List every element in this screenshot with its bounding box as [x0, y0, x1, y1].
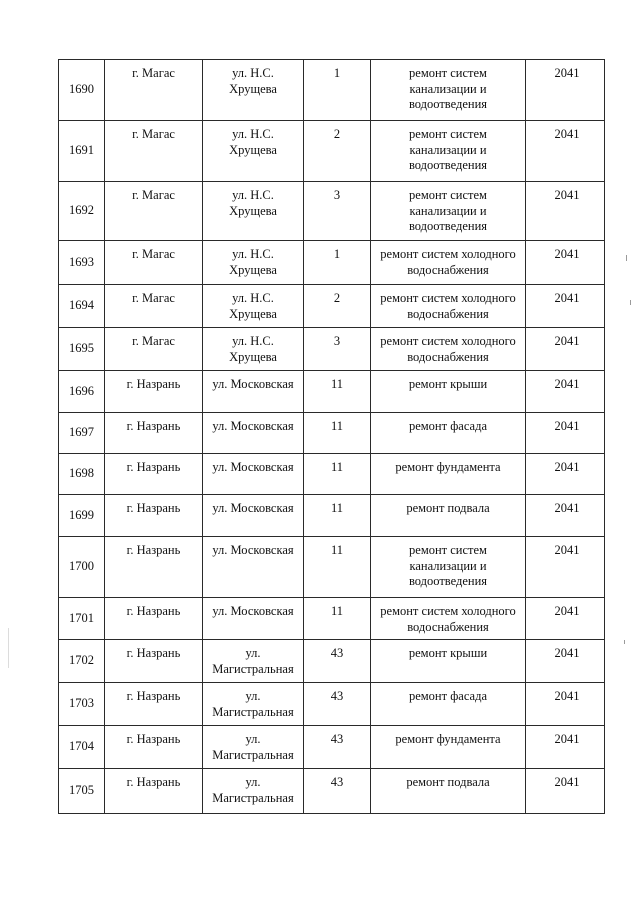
work-type-cell: ремонт систем канализации и водоотведения [371, 182, 526, 241]
year-cell: 2041 [526, 413, 605, 454]
work-type-cell: ремонт фундамента [371, 726, 526, 769]
street-cell: ул. Московская [203, 413, 304, 454]
house-cell: 3 [304, 182, 371, 241]
row-number-cell: 1691 [59, 121, 105, 182]
row-number-cell: 1693 [59, 241, 105, 285]
table-row [59, 537, 605, 598]
table-row [59, 726, 605, 769]
city-cell: г. Магас [105, 60, 203, 121]
table-row [59, 598, 605, 640]
work-type-cell: ремонт систем холодного водоснабжения [371, 285, 526, 328]
house-cell: 43 [304, 726, 371, 769]
work-type-cell: ремонт систем канализации и водоотведения [371, 537, 526, 598]
street-cell: ул. Московская [203, 537, 304, 598]
work-type-cell: ремонт крыши [371, 640, 526, 683]
row-number-cell: 1695 [59, 328, 105, 371]
city-cell: г. Магас [105, 241, 203, 285]
work-type-cell: ремонт подвала [371, 769, 526, 814]
city-cell: г. Магас [105, 328, 203, 371]
year-cell: 2041 [526, 598, 605, 640]
house-cell: 1 [304, 60, 371, 121]
city-cell: г. Назрань [105, 640, 203, 683]
row-number-cell: 1690 [59, 60, 105, 121]
house-cell: 11 [304, 371, 371, 413]
year-cell: 2041 [526, 726, 605, 769]
table-row [59, 182, 605, 241]
house-cell: 1 [304, 241, 371, 285]
house-cell: 43 [304, 769, 371, 814]
year-cell: 2041 [526, 495, 605, 537]
street-cell: ул. Н.С. Хрущева [203, 285, 304, 328]
year-cell: 2041 [526, 285, 605, 328]
row-number-cell: 1694 [59, 285, 105, 328]
city-cell: г. Магас [105, 285, 203, 328]
street-cell: ул. Московская [203, 454, 304, 495]
year-cell: 2041 [526, 328, 605, 371]
work-type-cell: ремонт фундамента [371, 454, 526, 495]
table-body [59, 60, 605, 814]
city-cell: г. Назрань [105, 454, 203, 495]
house-cell: 43 [304, 640, 371, 683]
table-row [59, 371, 605, 413]
work-type-cell: ремонт фасада [371, 413, 526, 454]
city-cell: г. Назрань [105, 371, 203, 413]
row-number-cell: 1696 [59, 371, 105, 413]
house-cell: 2 [304, 121, 371, 182]
street-cell: ул. Магистральная [203, 769, 304, 814]
table-row [59, 328, 605, 371]
street-cell: ул. Магистральная [203, 640, 304, 683]
city-cell: г. Магас [105, 121, 203, 182]
house-cell: 11 [304, 495, 371, 537]
street-cell: ул. Магистральная [203, 726, 304, 769]
house-cell: 43 [304, 683, 371, 726]
table-row [59, 495, 605, 537]
table-row [59, 454, 605, 495]
row-number-cell: 1705 [59, 769, 105, 814]
city-cell: г. Назрань [105, 598, 203, 640]
repair-schedule-table [58, 59, 605, 814]
scan-speck [8, 628, 9, 668]
row-number-cell: 1701 [59, 598, 105, 640]
table-row [59, 121, 605, 182]
work-type-cell: ремонт систем канализации и водоотведения [371, 60, 526, 121]
street-cell: ул. Московская [203, 371, 304, 413]
street-cell: ул. Московская [203, 495, 304, 537]
table-row [59, 413, 605, 454]
table-row [59, 769, 605, 814]
city-cell: г. Назрань [105, 537, 203, 598]
city-cell: г. Назрань [105, 726, 203, 769]
work-type-cell: ремонт систем холодного водоснабжения [371, 328, 526, 371]
city-cell: г. Магас [105, 182, 203, 241]
row-number-cell: 1692 [59, 182, 105, 241]
row-number-cell: 1704 [59, 726, 105, 769]
house-cell: 2 [304, 285, 371, 328]
work-type-cell: ремонт подвала [371, 495, 526, 537]
city-cell: г. Назрань [105, 683, 203, 726]
row-number-cell: 1703 [59, 683, 105, 726]
row-number-cell: 1700 [59, 537, 105, 598]
year-cell: 2041 [526, 640, 605, 683]
row-number-cell: 1698 [59, 454, 105, 495]
work-type-cell: ремонт крыши [371, 371, 526, 413]
work-type-cell: ремонт систем холодного водоснабжения [371, 241, 526, 285]
city-cell: г. Назрань [105, 495, 203, 537]
work-type-cell: ремонт систем канализации и водоотведения [371, 121, 526, 182]
year-cell: 2041 [526, 769, 605, 814]
street-cell: ул. Н.С. Хрущева [203, 182, 304, 241]
year-cell: 2041 [526, 537, 605, 598]
scan-speck [624, 640, 625, 644]
year-cell: 2041 [526, 241, 605, 285]
scan-speck [626, 255, 627, 261]
work-type-cell: ремонт систем холодного водоснабжения [371, 598, 526, 640]
table-row [59, 640, 605, 683]
row-number-cell: 1702 [59, 640, 105, 683]
row-number-cell: 1697 [59, 413, 105, 454]
city-cell: г. Назрань [105, 413, 203, 454]
house-cell: 3 [304, 328, 371, 371]
row-number-cell: 1699 [59, 495, 105, 537]
table-row [59, 683, 605, 726]
table-row [59, 285, 605, 328]
house-cell: 11 [304, 413, 371, 454]
year-cell: 2041 [526, 454, 605, 495]
year-cell: 2041 [526, 683, 605, 726]
city-cell: г. Назрань [105, 769, 203, 814]
house-cell: 11 [304, 537, 371, 598]
work-type-cell: ремонт фасада [371, 683, 526, 726]
year-cell: 2041 [526, 371, 605, 413]
table-row [59, 241, 605, 285]
street-cell: ул. Н.С. Хрущева [203, 60, 304, 121]
scan-speck [630, 300, 631, 305]
house-cell: 11 [304, 454, 371, 495]
street-cell: ул. Магистральная [203, 683, 304, 726]
year-cell: 2041 [526, 121, 605, 182]
street-cell: ул. Н.С. Хрущева [203, 121, 304, 182]
street-cell: ул. Московская [203, 598, 304, 640]
year-cell: 2041 [526, 182, 605, 241]
table-row [59, 60, 605, 121]
street-cell: ул. Н.С. Хрущева [203, 328, 304, 371]
year-cell: 2041 [526, 60, 605, 121]
house-cell: 11 [304, 598, 371, 640]
street-cell: ул. Н.С. Хрущева [203, 241, 304, 285]
